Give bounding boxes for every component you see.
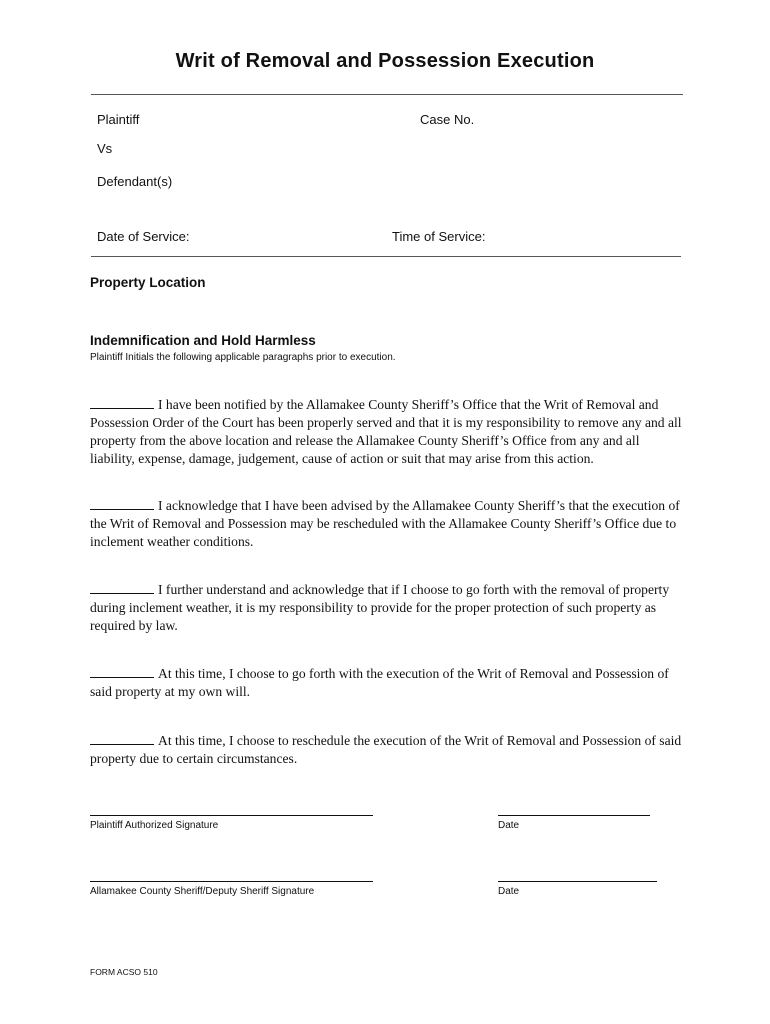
sheriff-date-label: Date: [498, 886, 520, 897]
plaintiff-date-line[interactable]: [498, 815, 650, 816]
initials-blank[interactable]: [90, 497, 154, 510]
paragraph-5: [90, 732, 682, 768]
indemnification-heading: Indemnification and Hold Harmless: [90, 333, 316, 348]
sheriff-date-line[interactable]: [498, 881, 657, 882]
form-id: FORM ACSO 510: [90, 967, 158, 977]
paragraph-1: [90, 396, 682, 468]
initials-blank[interactable]: [90, 665, 154, 678]
title-divider: [91, 94, 683, 95]
sheriff-signature-line[interactable]: [90, 881, 373, 882]
date-of-service-label: Date of Service:: [97, 229, 190, 244]
initials-blank[interactable]: [90, 581, 154, 594]
paragraph-4: [90, 665, 682, 701]
paragraph-1-text: I have been notified by the Allamakee County Sheriff’s Office that the Writ of Removal and Possession Order of the Court has been properly served and that it is my responsibility to remove any and all property from the above location and release the Allamakee County Sheriff’s Office from any and all liability, expense, damage, judgement, cause of action or suit that may arise from this action.: [90, 397, 682, 466]
plaintiff-label: Plaintiff: [97, 112, 140, 127]
sheriff-signature-label: Allamakee County Sheriff/Deputy Sheriff Signature: [90, 886, 315, 897]
paragraph-2-text: I acknowledge that I have been advised by the Allamakee County Sheriff’s that the execution of the Writ of Removal and Possession may be rescheduled with the Allamakee County Sheriff’s Office due to inclement weather conditions.: [90, 498, 680, 549]
time-of-service-label: Time of Service:: [392, 229, 486, 244]
plaintiff-date-label: Date: [498, 820, 520, 831]
paragraph-4-text: At this time, I choose to go forth with the execution of the Writ of Removal and Possession of said property at my own will.: [90, 666, 669, 699]
plaintiff-signature-label: Plaintiff Authorized Signature: [90, 820, 219, 831]
paragraph-5-text: At this time, I choose to reschedule the execution of the Writ of Removal and Possession of said property due to certain circumstances.: [90, 733, 682, 766]
property-location-heading: Property Location: [90, 275, 206, 290]
paragraph-3-text: I further understand and acknowledge that if I choose to go forth with the removal of property during inclement weather, it is my responsibility to provide for the proper protection of such property as required by law.: [90, 582, 670, 633]
initials-blank[interactable]: [90, 396, 154, 409]
paragraph-3: [90, 581, 682, 635]
service-divider: [91, 256, 681, 257]
vs-label: Vs: [97, 141, 113, 156]
initials-blank[interactable]: [90, 732, 154, 745]
document-title: Writ of Removal and Possession Execution: [175, 50, 595, 72]
indemnification-instruction: Plaintiff Initials the following applicable paragraphs prior to execution.: [90, 352, 396, 363]
plaintiff-signature-line[interactable]: [90, 815, 373, 816]
case-no-label: Case No.: [420, 112, 475, 127]
paragraph-2: [90, 497, 682, 551]
defendant-label: Defendant(s): [97, 174, 173, 189]
